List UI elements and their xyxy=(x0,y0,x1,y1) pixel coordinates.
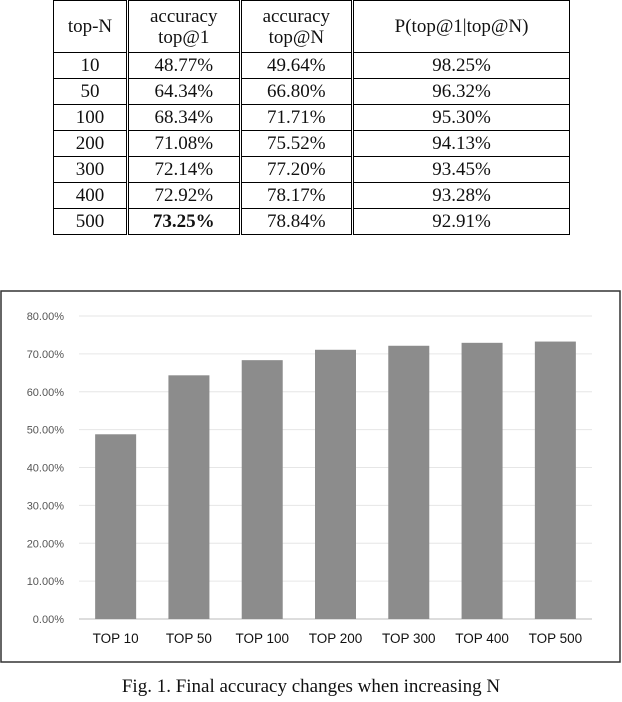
table-cell: 78.17% xyxy=(240,183,353,209)
x-tick-label: TOP 400 xyxy=(455,631,509,646)
chart-frame xyxy=(1,291,620,662)
bar xyxy=(535,342,576,619)
x-tick-label: TOP 10 xyxy=(92,631,139,646)
table-cell: 96.32% xyxy=(353,79,570,105)
bar xyxy=(168,375,209,619)
table-cell: 50 xyxy=(54,79,128,105)
table-cell: 500 xyxy=(54,209,128,235)
table-cell: 48.77% xyxy=(127,53,240,79)
x-tick-label: TOP 50 xyxy=(165,631,212,646)
header-top-n xyxy=(54,1,128,53)
table-cell: 66.80% xyxy=(240,79,353,105)
table-cell: 93.45% xyxy=(353,157,570,183)
bar xyxy=(315,350,356,619)
table-cell: 73.25% xyxy=(127,209,240,235)
y-tick-label: 50.00% xyxy=(26,424,64,437)
table-cell: 95.30% xyxy=(353,105,570,131)
bar xyxy=(388,346,429,619)
table-cell: 49.64% xyxy=(240,53,353,79)
y-tick-label: 40.00% xyxy=(26,462,64,475)
x-tick-label: TOP 200 xyxy=(308,631,363,646)
y-tick-label: 70.00% xyxy=(26,348,64,361)
figure-caption: Fig. 1. Final accuracy changes when increasing N xyxy=(121,676,501,697)
table-cell: 71.08% xyxy=(127,131,240,157)
table-cell: 72.14% xyxy=(127,157,240,183)
header-text: top@N xyxy=(268,26,325,48)
x-tick-label: TOP 100 xyxy=(235,631,289,646)
accuracy-bar-chart xyxy=(0,290,622,664)
y-tick-label: 0.00% xyxy=(32,614,64,626)
header-acc-topn xyxy=(240,1,353,53)
table-cell: 98.25% xyxy=(353,53,570,79)
bar xyxy=(95,434,136,619)
bar xyxy=(242,360,283,619)
table-cell: 93.28% xyxy=(353,183,570,209)
y-tick-label: 10.00% xyxy=(26,576,64,589)
table-cell: 68.34% xyxy=(127,105,240,131)
header-conditional xyxy=(353,1,570,53)
table-row xyxy=(54,183,570,209)
table-row xyxy=(54,105,570,131)
table-cell: 78.84% xyxy=(240,209,353,235)
header-text: accuracy xyxy=(150,5,218,27)
y-tick-label: 60.00% xyxy=(26,386,64,399)
x-tick-label: TOP 300 xyxy=(382,631,436,646)
y-tick-label: 30.00% xyxy=(26,500,64,513)
table-row xyxy=(54,79,570,105)
y-tick-label: 20.00% xyxy=(26,538,64,551)
header-text: top-N xyxy=(67,16,113,37)
table-cell: 10 xyxy=(54,53,128,79)
x-tick-label: TOP 500 xyxy=(528,631,583,646)
table-row xyxy=(54,131,570,157)
results-table xyxy=(53,0,570,235)
table-row xyxy=(54,157,570,183)
table-cell: 71.71% xyxy=(240,105,353,131)
table-cell: 75.52% xyxy=(240,131,353,157)
header-text: P(top@1|top@N) xyxy=(394,16,529,37)
table-cell: 64.34% xyxy=(127,79,240,105)
header-text: accuracy xyxy=(262,5,331,27)
bar xyxy=(462,343,503,619)
table-cell: 77.20% xyxy=(240,157,353,183)
table-cell: 200 xyxy=(54,131,128,157)
y-tick-label: 80.00% xyxy=(26,311,64,323)
table-row xyxy=(54,209,570,235)
table-cell: 100 xyxy=(54,105,128,131)
table-cell: 300 xyxy=(54,157,128,183)
table-row xyxy=(54,53,570,79)
table-cell: 94.13% xyxy=(353,131,570,157)
table-cell: 92.91% xyxy=(353,209,570,235)
table-cell: 400 xyxy=(54,183,128,209)
header-acc-top1 xyxy=(127,1,240,53)
table-cell: 72.92% xyxy=(127,183,240,209)
header-text: top@1 xyxy=(158,26,210,48)
